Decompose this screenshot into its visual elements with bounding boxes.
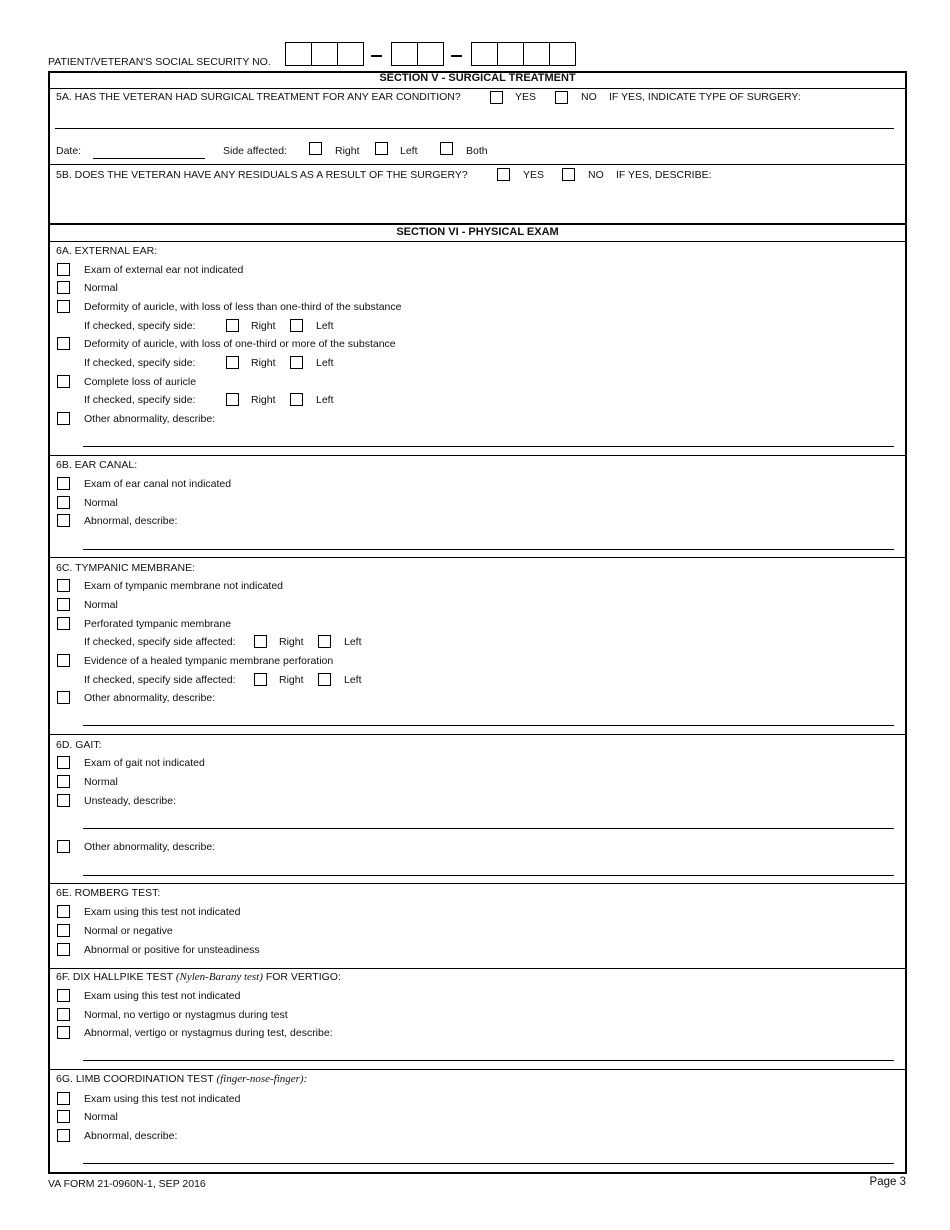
ssn-label: PATIENT/VETERAN'S SOCIAL SECURITY NO. [48, 56, 271, 68]
6b-title: 6B. EAR CANAL: [56, 459, 138, 471]
6f-title-tail: FOR VERTIGO: [265, 971, 341, 983]
6e-normal-checkbox[interactable] [57, 924, 70, 937]
section-divider [48, 223, 907, 225]
6d-unsteady-checkbox[interactable] [57, 794, 70, 807]
5b-no-checkbox[interactable] [562, 168, 575, 181]
6e-not-indicated-label: Exam using this test not indicated [84, 906, 241, 918]
6a-deformity-less-checkbox[interactable] [57, 300, 70, 313]
6f-not-indicated-label: Exam using this test not indicated [84, 990, 241, 1002]
page-number: Page 3 [869, 1176, 906, 1188]
divider [48, 557, 907, 558]
5a-both-label: Both [466, 145, 488, 157]
divider [48, 241, 907, 242]
6a-complete-loss-left-checkbox[interactable] [290, 393, 303, 406]
6a-specify-side-label: If checked, specify side: [84, 357, 196, 369]
right-label: Right [251, 320, 276, 332]
6g-abnormal-checkbox[interactable] [57, 1129, 70, 1142]
5a-left-checkbox[interactable] [375, 142, 388, 155]
5a-yes-checkbox[interactable] [490, 91, 503, 104]
6g-normal-checkbox[interactable] [57, 1110, 70, 1123]
6g-abnormal-label: Abnormal, describe: [84, 1130, 178, 1142]
5a-no-checkbox[interactable] [555, 91, 568, 104]
5a-surgery-type-label: IF YES, INDICATE TYPE OF SURGERY: [609, 91, 801, 103]
divider [48, 164, 907, 165]
right-label: Right [251, 357, 276, 369]
section-5-title: SECTION V - SURGICAL TREATMENT [379, 72, 576, 84]
6f-normal-label: Normal, no vertigo or nystagmus during test [84, 1009, 288, 1021]
6b-not-indicated-label: Exam of ear canal not indicated [84, 478, 232, 490]
6c-normal-label: Normal [84, 599, 118, 611]
surgery-type-line[interactable] [55, 128, 894, 129]
6c-perforated-checkbox[interactable] [57, 617, 70, 630]
6c-other-checkbox[interactable] [57, 691, 70, 704]
6d-title: 6D. GAIT: [56, 739, 102, 751]
6a-deformity-less-left-checkbox[interactable] [290, 319, 303, 332]
6c-perforated-left-checkbox[interactable] [318, 635, 331, 648]
date-line[interactable] [93, 158, 205, 159]
5b-yes-checkbox[interactable] [497, 168, 510, 181]
6c-healed-label: Evidence of a healed tympanic membrane perforation [84, 655, 334, 667]
6b-not-indicated-checkbox[interactable] [57, 477, 70, 490]
6c-normal-checkbox[interactable] [57, 598, 70, 611]
6f-not-indicated-checkbox[interactable] [57, 989, 70, 1002]
6e-abnormal-label: Abnormal or positive for unsteadiness [84, 944, 260, 956]
6a-deformity-more-right-checkbox[interactable] [226, 356, 239, 369]
6d-not-indicated-label: Exam of gait not indicated [84, 757, 205, 769]
6d-other-line[interactable] [83, 875, 894, 876]
ssn-dash [371, 55, 382, 57]
6d-unsteady-label: Unsteady, describe: [84, 795, 177, 807]
6f-title-main: 6F. DIX HALLPIKE TEST [56, 971, 173, 983]
6a-complete-loss-label: Complete loss of auricle [84, 376, 197, 388]
5b-yes-label: YES [523, 169, 545, 181]
6a-normal-checkbox[interactable] [57, 281, 70, 294]
form-id: VA FORM 21-0960N-1, SEP 2016 [48, 1178, 206, 1190]
6e-not-indicated-checkbox[interactable] [57, 905, 70, 918]
5a-no-label: NO [581, 91, 597, 103]
5a-right-label: Right [335, 145, 360, 157]
ssn-part-1-boxes[interactable] [285, 42, 364, 66]
6c-title: 6C. TYMPANIC MEMBRANE: [56, 562, 196, 574]
6a-specify-side-label: If checked, specify side: [84, 394, 196, 406]
6g-normal-label: Normal [84, 1111, 118, 1123]
right-label: Right [251, 394, 276, 406]
left-label: Left [316, 357, 334, 369]
right-label: Right [279, 636, 304, 648]
ssn-part-3-boxes[interactable] [471, 42, 576, 66]
6b-abnormal-label: Abnormal, describe: [84, 515, 178, 527]
6a-deformity-less-label: Deformity of auricle, with loss of less than one-third of the substance [84, 301, 402, 313]
6g-title-italic: (finger-nose-finger): [216, 1073, 308, 1085]
5b-describe-label: IF YES, DESCRIBE: [616, 169, 712, 181]
divider [48, 734, 907, 735]
6d-normal-checkbox[interactable] [57, 775, 70, 788]
divider [48, 968, 907, 969]
divider [48, 883, 907, 884]
6c-healed-right-checkbox[interactable] [254, 673, 267, 686]
6f-title [56, 971, 341, 983]
6a-describe-line[interactable] [83, 446, 894, 447]
6c-healed-left-checkbox[interactable] [318, 673, 331, 686]
6c-describe-line[interactable] [83, 725, 894, 726]
6a-complete-loss-checkbox[interactable] [57, 375, 70, 388]
6a-not-indicated-label: Exam of external ear not indicated [84, 264, 244, 276]
section-6-title: SECTION VI - PHYSICAL EXAM [396, 226, 559, 238]
5a-left-label: Left [400, 145, 418, 157]
divider [48, 88, 907, 89]
divider [48, 455, 907, 456]
6e-title: 6E. ROMBERG TEST: [56, 887, 161, 899]
left-label: Left [344, 636, 362, 648]
6b-describe-line[interactable] [83, 549, 894, 550]
6a-title: 6A. EXTERNAL EAR: [56, 245, 158, 257]
6c-other-label: Other abnormality, describe: [84, 692, 216, 704]
6c-healed-checkbox[interactable] [57, 654, 70, 667]
6g-not-indicated-checkbox[interactable] [57, 1092, 70, 1105]
6c-not-indicated-checkbox[interactable] [57, 579, 70, 592]
6f-abnormal-label: Abnormal, vertigo or nystagmus during test, describe: [84, 1027, 333, 1039]
5a-right-checkbox[interactable] [309, 142, 322, 155]
divider [48, 1069, 907, 1070]
6f-normal-checkbox[interactable] [57, 1008, 70, 1021]
6c-perforated-right-checkbox[interactable] [254, 635, 267, 648]
question-5a-label: 5A. HAS THE VETERAN HAD SURGICAL TREATMENT FOR ANY EAR CONDITION? [56, 91, 461, 103]
6b-normal-checkbox[interactable] [57, 496, 70, 509]
6a-not-indicated-checkbox[interactable] [57, 263, 70, 276]
6f-describe-line[interactable] [83, 1060, 894, 1061]
6a-other-label: Other abnormality, describe: [84, 413, 216, 425]
left-label: Left [316, 394, 334, 406]
6d-other-checkbox[interactable] [57, 840, 70, 853]
left-label: Left [344, 674, 362, 686]
6g-title [56, 1073, 307, 1085]
6a-normal-label: Normal [84, 282, 118, 294]
6a-deformity-more-left-checkbox[interactable] [290, 356, 303, 369]
ssn-part-2-boxes[interactable] [391, 42, 444, 66]
6d-normal-label: Normal [84, 776, 118, 788]
6e-abnormal-checkbox[interactable] [57, 943, 70, 956]
left-label: Left [316, 320, 334, 332]
6f-title-italic: (Nylen-Barany test) [175, 971, 263, 983]
6c-perforated-label: Perforated tympanic membrane [84, 618, 232, 630]
6a-deformity-more-checkbox[interactable] [57, 337, 70, 350]
6g-describe-line[interactable] [83, 1163, 894, 1164]
right-label: Right [279, 674, 304, 686]
6e-normal-label: Normal or negative [84, 925, 173, 937]
6d-not-indicated-checkbox[interactable] [57, 756, 70, 769]
6d-unsteady-line[interactable] [83, 828, 894, 829]
5a-both-checkbox[interactable] [440, 142, 453, 155]
6b-abnormal-checkbox[interactable] [57, 514, 70, 527]
question-5b-label: 5B. DOES THE VETERAN HAVE ANY RESIDUALS AS A RESULT OF THE SURGERY? [56, 169, 468, 181]
5a-yes-label: YES [515, 91, 537, 103]
5b-no-label: NO [588, 169, 604, 181]
6a-complete-loss-right-checkbox[interactable] [226, 393, 239, 406]
6g-not-indicated-label: Exam using this test not indicated [84, 1093, 241, 1105]
6a-deformity-more-label: Deformity of auricle, with loss of one-third or more of the substance [84, 338, 396, 350]
6a-other-checkbox[interactable] [57, 412, 70, 425]
6d-other-label: Other abnormality, describe: [84, 841, 216, 853]
6c-not-indicated-label: Exam of tympanic membrane not indicated [84, 580, 284, 592]
ssn-dash [451, 55, 462, 57]
6a-deformity-less-right-checkbox[interactable] [226, 319, 239, 332]
date-label: Date: [56, 145, 82, 157]
side-affected-label: Side affected: [223, 145, 288, 157]
6f-abnormal-checkbox[interactable] [57, 1026, 70, 1039]
6g-title-main: 6G. LIMB COORDINATION TEST [56, 1073, 214, 1085]
6a-specify-side-label: If checked, specify side: [84, 320, 196, 332]
6c-specify-side-label: If checked, specify side affected: [84, 674, 236, 686]
6b-normal-label: Normal [84, 497, 118, 509]
6c-specify-side-label: If checked, specify side affected: [84, 636, 236, 648]
